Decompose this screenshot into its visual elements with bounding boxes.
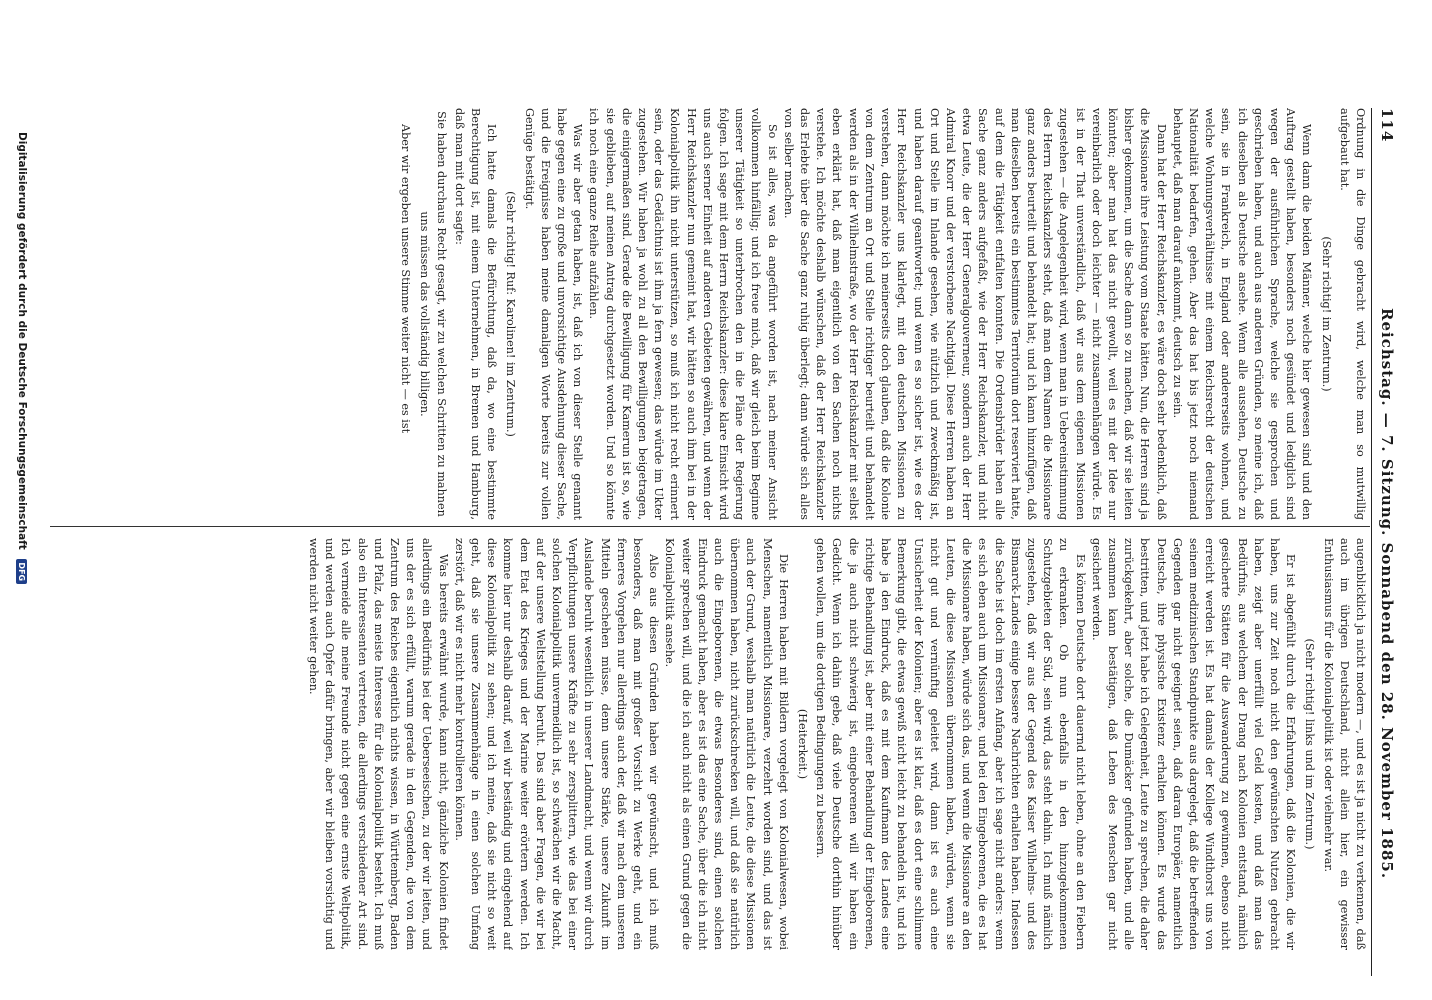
header-rule (1371, 108, 1372, 976)
paragraph: Also aus diesen Gründen haben wir gewünscht, und ich muß besonders, daß man mit großer Vorsicht zu Werke geht, und ein ferneres Vorgehen nur allerdings auch der, daß wir nach dem unseren Mitteln geschehen müsse, denn unsere Stärke, unsere Zukunft im Auslande beruht wesentlich in unserer Landmacht, und wenn wir durch Verpflichtungen unsere Kräfte zu sehr zersplittern, wie das bei einer solchen Kolonialpolitik unvermeidlich ist, so schwächen wir die Macht, auf der unsere Weltstellung beruht. Das sind aber Fragen, die wir bei dem Etat des Krieges und der Marine weiter erörtern werden. Ich komme hier nur deshalb darauf, weil wir beständig und eingehend auf diese Kolonialpolitik zu sehen; und ich meine, daß sie nicht so weit geht, daß sie unsere Zusammenhänge in einen solchen Umfang zerstört, daß wir es nicht mehr kontrollieren können. (452, 538, 661, 950)
interjection: (Heiterkeit.) (796, 708, 810, 780)
running-title: Reichstag. — 7. Sitzung. Sonnabend den 28. November 1885. (1378, 308, 1396, 880)
dfg-logo: DFG (16, 559, 27, 584)
paragraph: Ich hatte damals die Befürchtung, daß da, wo eine bestimmte Berechtigung ist, mit einem Unternehmen, in Bremen und Hamburg, daß man mit dort sagte: (452, 108, 499, 520)
text-column-left (56, 108, 1368, 520)
page-header (1372, 108, 1398, 976)
footer-credit: Digitalisierung gefördert durch die Deutsche Forschungsgemeinschaft (16, 132, 28, 550)
paragraph: Die Herren haben mit Bildern vorgelegt von Kolonialwesen, wobei Menschen, namentlich Missionare, verzehrt worden sind, und das ist auch der Grund, weshalb man natürlich die Leute, die diese Missionen übernommen haben, nicht zurückschrecken will, und daß sie natürlich auch die Eingeborenen, die etwas Besonderes sind, einen solchen Eindruck gemacht haben, aber es ist das eine Sache, über die ich nicht weiter sprechen will, und die ich auch nicht als einen Grund gegen die Kolonialpolitik ansehe. (663, 538, 790, 950)
paragraph: Dann hat der Herr Reichskanzler, es wäre doch sehr bedenklich, daß die Missionare ihre Leistung vom Staate hätten. Nun, die Herren sind ja bisher gekommen, um die Sache dann so zu machen, daß wir sie leiten könnten; aber man hat das nicht gewollt, weil es mit der Idee nur vereinbarlich oder doch leichter — nicht zusammenhängen würde. Es ist in der That unverständlich, daß wir aus dem eigenen Missionen zugestehen — die Angelegenheit wird, wenn man in Uebereinstimmung des Herrn Reichskanzlers steht, daß man dem Namen die Missionare ganz anders beurteilt und behandelt hat; und ich kann hinzufügen, daß man dieselben bereits ein bestimmtes Territorium dort reserviert hatte, auf dem die Tätigkeit entfalten konnten. Die Ordensbrüder haben alle Sache ganz anders aufgefaßt, wie der Herr Reichskanzler, und nicht etwa Leute, die der Herr Generalgouverneur, sondern auch der Herr Admiral Knorr und der verstorbene Nachtigal. Diese Herren haben an Ort und Stelle im Inlande gesehen, wie nützlich und zweckmäßig ist, und haben darauf geantwortet; und wenn es so sicher ist, wie es der Herr Reichskanzler uns klarlegt, mit den deutschen Missionen zu verstehen, dann möchte ich meinerseits doch glauben, daß die Kolonie von dem Zentrum an Ort und Stelle richtiger beurteilt und behandelt werden als in der Wilhelmstraße, wo der Herr Reichskanzler mit selbst eben erklärt hat, daß man eigentlich von den Sachen noch nichts verstehe. Ich möchte deshalb wünschen, daß der Herr Reichskanzler das Erlebte über die Sache ganz ruhig überlegt; dann würde sich alles von selber machen. (781, 108, 1168, 520)
paragraph: Es können Deutsche dort dauernd nicht leben, ohne an den Fiebern zu erkranken. Ob nun ebenfalls in den hinzugekommenen Schutzgebieten der Süd, sein wird, das steht dahin. Ich muß nämlich zugestehen, daß wir aus der Gegend des Kaiser Wilhelms- und des Bismarck-Landes einige bessere Nachrichten erhalten haben. Indessen die Sache ist doch im ersten Anfang, aber ich sage nicht anders: wenn es sich eben auch um Missionare, und bei den Eingeborenen, die es hat die Missionare haben, würde sich das, und wenn die Missionare an den Leuten, die diese Missionen übernommen haben, würden, wenn sie nicht gut und vernünftig geleitet wird, dann ist es auch eine Unsicherheit der Kolonien; aber es ist klar, daß es dort eine schlimme Bemerkung gibt, die etwas gewiß nicht leicht zu behandeln ist, und ich habe ja den Eindruck, daß es mit dem Kaufmann des Landes eine richtige Behandlung ist, aber mit einer Behandlung der Eingeborenen, die ja auch nicht schwierig ist, eingeborenen will wir haben ein Gedicht. Wenn ich dahin gebe, daß viele Deutsche dorthin hinüber gehen wollen, um die dortigen Bedingungen zu bessern. (814, 538, 1087, 950)
paragraph: Aber wir ergeben unsere Stimme weiter nicht — es ist (399, 124, 413, 434)
paragraph: So ist alles, was da angeführt worden ist, nach meiner Ansicht vollkommen hinfällig; und ich freue mich, daß wir gleich beim Beginne unserer Tätigkeit so unterbrochen den in die Pläne der Regierung folgen. Ich sage mit dem Herrn Reichskanzler: diese klare Einsicht wird uns auch serner Einheit auf anderen Gebieten gewähren, und wenn der Herr Reichskanzler nun gemeint hat, wir hätten so auch ihm bei in der Kolonialpolitik ihn nicht unterstützen, so muß ich nicht recht erinnert sein, oder das Gedächtnis ist ihm ja fern gewesen; das würde im Ukter zugestehen. Wir haben ja wohl zu all den Bewilligungen beigetragen, die einigermaßen sind. Gerade die Bewilligung für Kamerun ist so, wie sie geblieben, auf meinen Antrag durchgesetzt worden. Und so könnte ich noch eine ganze Reihe aufzählen. (587, 108, 779, 520)
interjection: (Sehr richtig! links und im Zentrum.) (1303, 638, 1317, 850)
interjection: (Sehr richtig! Ruf: Karolinen! im Zentrum.) (504, 191, 518, 437)
paragraph: Wenn dann die beiden Männer, welche hier gewesen sind und den Auftrag gestellt haben, besonders noch gesündet und lediglich sind wegen der ausführlichen Sprache, welche sie gesprochen und geschrieben haben, und auch aus anderen Gründen, so meine ich, daß ich dieselben als Deutsche ansehe. Wenn alle aussehen, Deutsche zu sein, sie in Frankreich, in England oder andererseits wohnen, und welche Wohnungsverhältnisse mit einem Reichsrecht der deutschen Nationalität bedarfen, gehen. Aber das hat bis jetzt noch niemand behauptet, daß man darauf ankommt, deutsch zu sein. (1170, 108, 1314, 520)
paragraph-continued: Ordnung in die Dinge gebracht wird, welche man so mutwillig aufgebaut hat. (1337, 108, 1367, 520)
interjection: Sie haben durchaus Recht gesagt, wir zu welchen Schritten zu mahnen uns müssen das vollständig billigen. (418, 111, 448, 517)
interjection: (Sehr richtig! im Zentrum.) (1319, 236, 1333, 392)
paragraph: Was wir aber getan haben, ist, daß ich von dieser Stelle genannt habe gegen eine zu große und unvorsichtige Ausdehnung dieser Sache, und die Ereignisse haben meine damaligen Worte bereits zur vollen Genüge bestätigt. (522, 108, 585, 520)
paragraph: Er ist abgefühlt durch die Erfahrungen, daß die Kolonien, die wir haben, uns zur Zeit noch nicht den gewünschten Nutzen gebracht haben, zeigt aber unerfüllt viel Geld kosten, und daß man das Bedürfnis, aus welchem der Drang nach Kolonien entstand, nämlich gesicherte Stätten für die Auswanderung zu gewinnen, ebenso nicht erreicht werden ist. Es hat damals der Kollege Windthorst uns von seinem medizinischen Standpunkte aus dargelegt, daß die betreffenden Gegenden gar nicht geeignet seien, daß daran Europäer, namentlich Deutsche, ihre physische Existenz erhalten können. Es wurde das bestritten, und jetzt habe ich Gelegenheit, Leute zu sprechen, die daher zurückgekehrt, aber solche, die Dumäcker gefunden haben, und alle zusammen kann bestätigen, daß Leben des Menschen gar nicht gesichert werden. (1089, 538, 1298, 950)
page-number: 114 (1378, 108, 1396, 143)
text-column-right (56, 538, 1368, 950)
paragraph: Was bereits erwähnt wurde, kann nicht, gänzliche Kolonien findet allerdings ein Bedürfnis bei der Ueberseeischen, zu der wir leiten, und uns der es sich erfüllt, warum gerade in den Gegenden, die von dem Zentrum des Reiches eigentlich nichts wissen, in Württemberg, Baden und Pfalz, das meiste Interesse für die Kolonialpolitik besteht. Ich muß also ein Interessenten vertreten, die allerdings verschiedener Art sind. Ich vermeide alle meine Freunde nicht gegen eine ernste Weltpolitik, und werden auch Opfer dafür bringen, aber wir bleiben vorsichtig und werden nicht weiter gehen. (307, 538, 450, 950)
paragraph-continued: augenblicklich ja nicht modern —, und es ist ja nicht zu verkennen, daß auch im übrigen Deutschland, nicht allein hier, ein gewisser Enthusiasmus für die Kolonialpolitik ist oder vielmehr war. (1321, 538, 1367, 950)
column-divider (50, 526, 1370, 527)
digitization-footer (16, 132, 28, 584)
